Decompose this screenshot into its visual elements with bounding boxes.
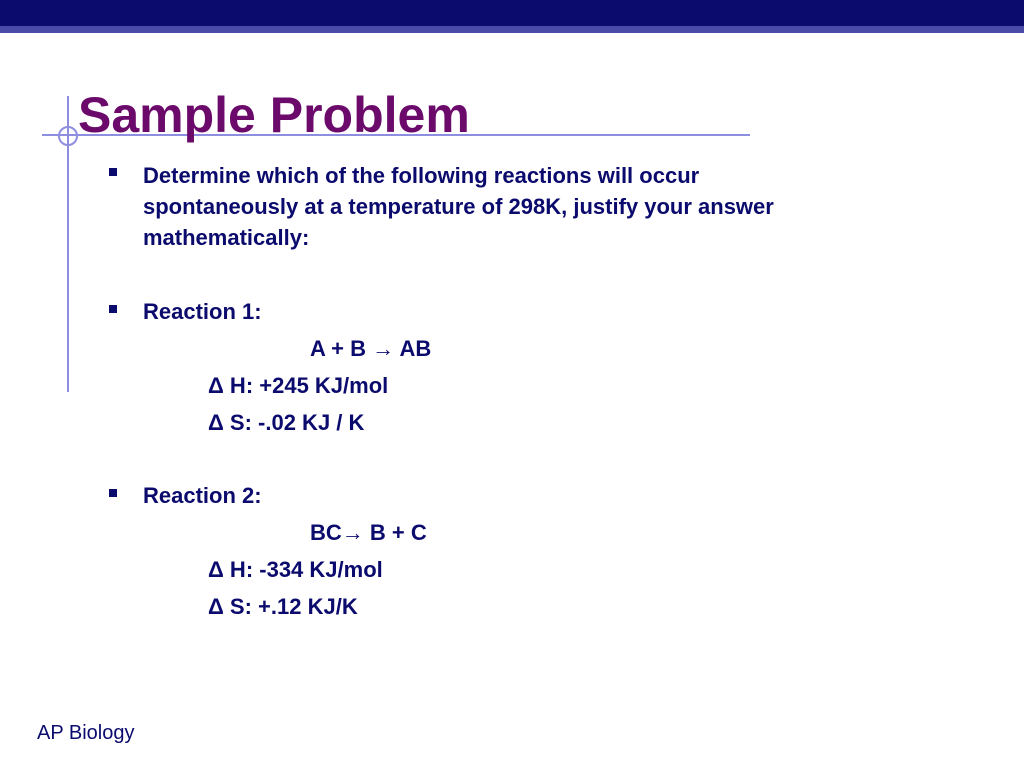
reaction-2-label: Reaction 2: [143,483,262,508]
reaction-1-delta-h: Δ H: +245 KJ/mol [208,373,389,398]
intro-line-3: mathematically: [143,225,310,250]
top-banner-stripe [0,26,1024,33]
top-banner [0,0,1024,26]
intro-line-2: spontaneously at a temperature of 298K, justify your answer [143,194,774,219]
footer-label: AP Biology [37,722,135,744]
bullet-square-icon [109,305,117,313]
bullet-square-icon [109,168,117,176]
crosshair-circle-icon [58,126,78,146]
reaction-1-delta-s: Δ S: -.02 KJ / K [208,410,365,435]
slide-title: Sample Problem [78,87,470,143]
reaction-1-equation: A + B → AB [310,336,432,361]
reaction-1-label: Reaction 1: [143,299,262,324]
bullet-square-icon [109,489,117,497]
intro-line-1: Determine which of the following reactions will occur [143,163,700,188]
reaction-2-delta-h: Δ H: -334 KJ/mol [208,557,383,582]
reaction-2-delta-s: Δ S: +.12 KJ/K [208,594,358,619]
reaction-2-equation: BC→ B + C [310,520,427,545]
